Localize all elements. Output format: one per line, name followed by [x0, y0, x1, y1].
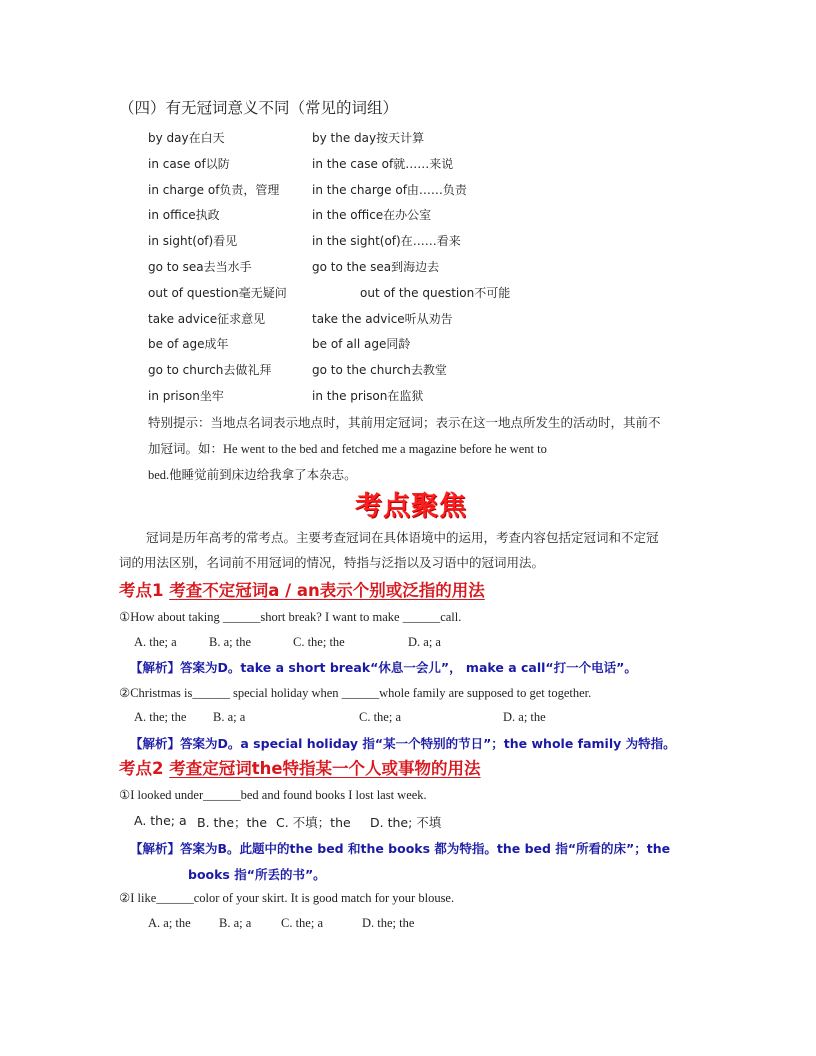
phrase-left: in case of以防: [148, 157, 230, 171]
note-line-1: 特别提示：当地点名词表示地点时，其前用定冠词；表示在这一地点所发生的活动时，其前不: [148, 415, 661, 430]
kaodian2-q2-text: ②I like______color of your skirt. It is good match for your blouse.: [119, 891, 455, 905]
phrase-left: in sight(of)看见: [148, 234, 238, 248]
k2q2-option-d: D. the; the: [362, 916, 415, 930]
k1q2-answer-tag: 【解析】: [130, 736, 181, 751]
note-line-2: 加冠词。如：He went to the bed and fetched me a magazine before he went to: [148, 442, 547, 456]
k2q2-option-c: C. the; a: [281, 916, 324, 930]
k1q2-option-d: D. a; the: [503, 710, 546, 724]
phrase-right: by the day按天计算: [312, 131, 425, 145]
kaodian1-q2-text: ②Christmas is______ special holiday when ______whole family are supposed to get together.: [119, 686, 592, 700]
kaodian1-title: 考查不定冠词a / an表示个别或泛指的用法: [169, 581, 485, 600]
kaodian1-q1-text: ①How about taking ______short break? I want to make ______call.: [119, 610, 462, 624]
k1q1-option-c: C. the; the: [293, 635, 345, 649]
phrase-left: take advice征求意见: [148, 312, 266, 326]
phrase-left: out of question毫无疑问: [148, 286, 287, 300]
k1q1-answer-text: 答案为D。take a short break“休息一会儿”， make a call“打一个电话”。: [180, 660, 637, 675]
k2q1-answer-line1: 答案为B。此题中的the bed 和the books 都为特指。the bed 指“所看的床”；the: [180, 841, 671, 856]
phrase-left: go to sea去当水手: [148, 260, 252, 274]
k1q2-option-b: B. a; a: [213, 710, 246, 724]
focus-title: 考点聚焦: [355, 491, 467, 522]
phrase-right: in the case of就……来说: [312, 157, 454, 171]
kaodian2-heading: [119, 755, 481, 779]
k2q1-option-a: A. the; a: [134, 813, 187, 828]
kaodian2-prefix: 考点2: [119, 759, 170, 778]
k1q1-answer: [130, 658, 637, 676]
k2q1-option-d: D. the; 不填: [370, 815, 442, 830]
k2q1-option-c: C. 不填；the: [276, 815, 351, 830]
phrase-right: go to the church去教堂: [312, 363, 447, 377]
phrase-left: by day在白天: [148, 131, 225, 145]
kaodian2-title: 考查定冠词the特指某一个人或事物的用法: [169, 759, 481, 778]
note-line-3: bed.他睡觉前到床边给我拿了本杂志。: [148, 468, 357, 482]
k2q1-answer-line2: books 指“所丢的书”。: [188, 867, 326, 882]
phrase-right: take the advice听从劝告: [312, 312, 453, 326]
intro-line-1: 冠词是历年高考的常考点。主要考查冠词在具体语境中的运用，考查内容包括定冠词和不定冠: [146, 530, 659, 545]
phrase-right: go to the sea到海边去: [312, 260, 440, 274]
phrase-right: in the sight(of)在……看来: [312, 234, 461, 248]
phrase-right: out of the question不可能: [360, 286, 511, 300]
k2q1-option-b: B. the；the: [197, 815, 268, 830]
kaodian2-q1-text: ①I looked under______bed and found books I lost last week.: [119, 788, 427, 802]
k2q2-option-a: A. a; the: [148, 916, 191, 930]
k1q2-answer: [130, 734, 676, 752]
k2q1-answer: [130, 839, 670, 857]
k2q1-answer-tag: 【解析】: [130, 841, 181, 856]
k2q2-option-b: B. a; a: [219, 916, 252, 930]
phrase-left: go to church去做礼拜: [148, 363, 272, 377]
k1q1-option-a: A. the; a: [134, 635, 177, 649]
k1q2-option-c: C. the; a: [359, 710, 402, 724]
phrase-left: be of age成年: [148, 337, 229, 351]
k1q1-answer-tag: 【解析】: [130, 660, 181, 675]
k1q1-option-d: D. a; a: [408, 635, 441, 649]
phrase-right: in the office在办公室: [312, 208, 432, 222]
section-title: （四）有无冠词意义不同（常见的词组）: [119, 99, 399, 117]
phrase-right: in the prison在监狱: [312, 389, 424, 403]
kaodian1-heading: [119, 577, 485, 601]
phrase-right: in the charge of由……负责: [312, 183, 467, 197]
k1q2-answer-text: 答案为D。a special holiday 指“某一个特别的节日”；the whole family 为特指。: [180, 736, 676, 751]
phrase-left: in office执政: [148, 208, 220, 222]
phrase-left: in prison坐牢: [148, 389, 224, 403]
phrase-right: be of all age同龄: [312, 337, 411, 351]
phrase-left: in charge of负责，管理: [148, 183, 280, 197]
kaodian1-prefix: 考点1: [119, 581, 170, 600]
k1q2-option-a: A. the; the: [134, 710, 187, 724]
k1q1-option-b: B. a; the: [209, 635, 252, 649]
intro-line-2: 词的用法区别，名词前不用冠词的情况，特指与泛指以及习语中的冠词用法。: [119, 555, 545, 570]
